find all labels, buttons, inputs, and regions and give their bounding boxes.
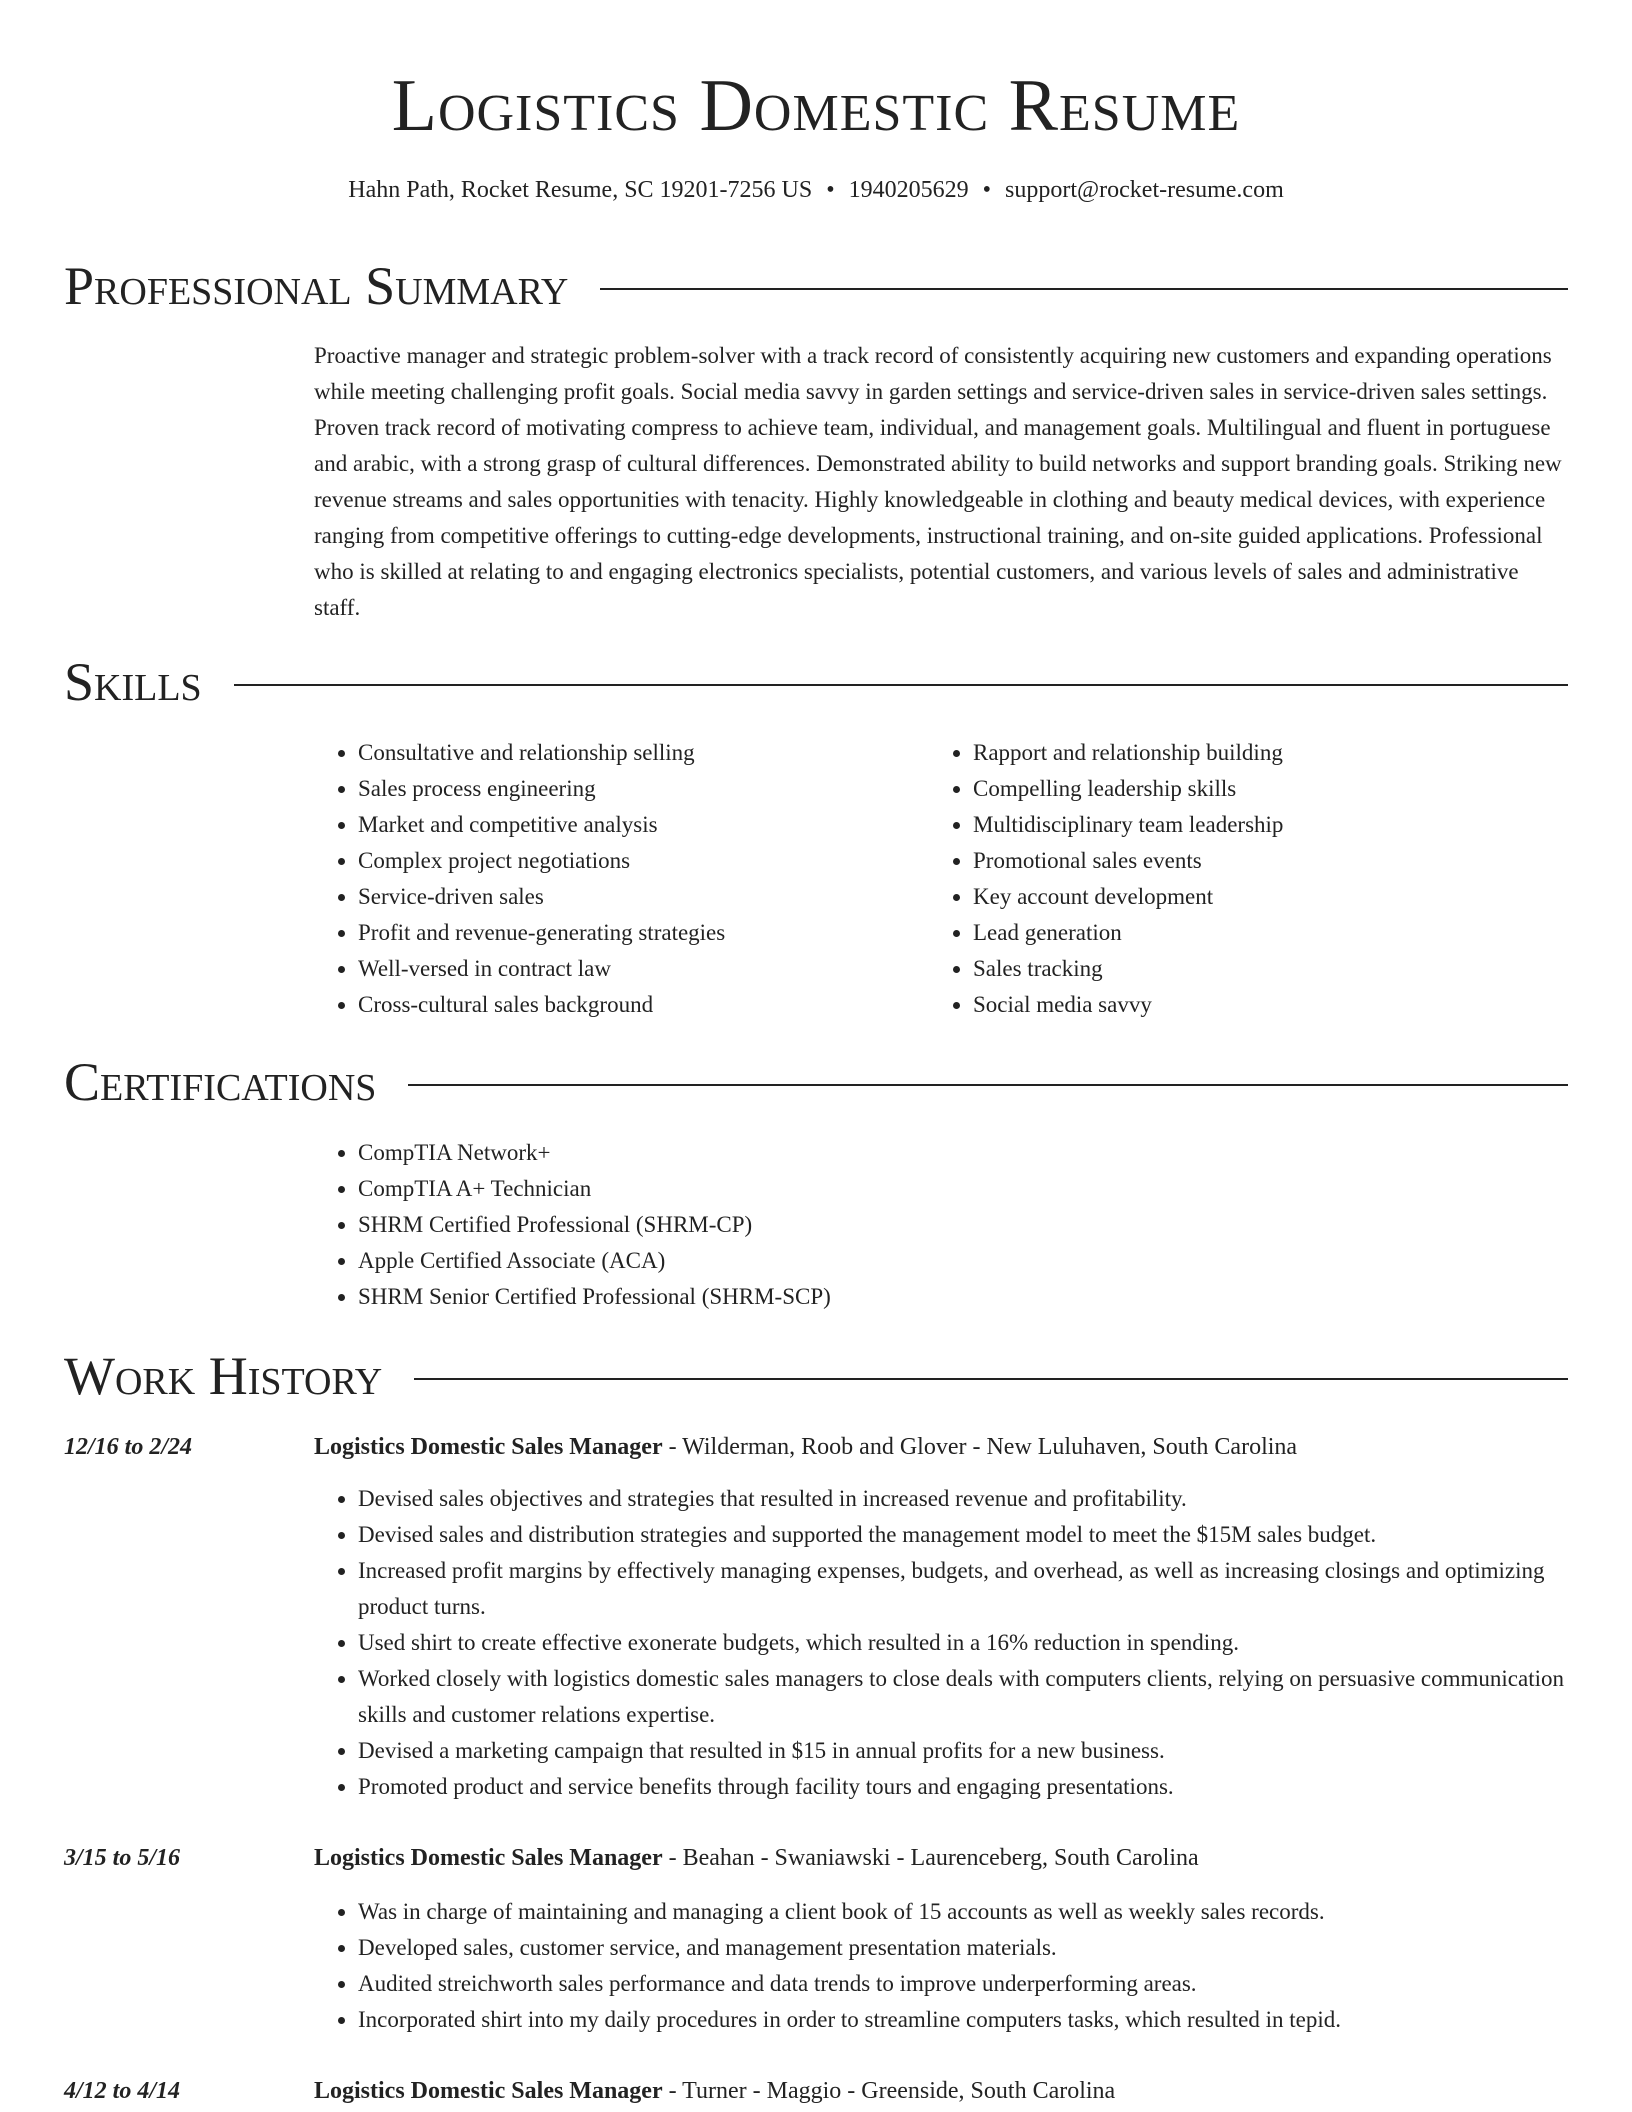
job-duty-item: • Audited streichworth sales performance and data trends to improve underperforming areas. xyxy=(358,1966,1566,2002)
job-duty-item: • Developed sales, customer service, and management presentation materials. xyxy=(358,1930,1566,1966)
skill-item: • Multidisciplinary team leadership xyxy=(973,807,1566,843)
section-divider xyxy=(600,288,1568,290)
job-duty-item: • Used shirt to create effective exonerate budgets, which resulted in a 16% reduction in spending. xyxy=(358,1625,1566,1661)
section-divider xyxy=(408,1084,1568,1086)
contact-phone: 1940205629 xyxy=(848,177,969,203)
certification-item: • SHRM Certified Professional (SHRM-CP) xyxy=(358,1207,1566,1243)
skill-item: • Profit and revenue-generating strategies xyxy=(358,915,914,951)
job-duties xyxy=(314,1894,1566,2038)
job-heading xyxy=(314,1841,1566,1875)
job-dates: 3/15 to 5/16 xyxy=(64,1845,181,1871)
summary-text: Proactive manager and strategic problem-solver with a track record of consistently acquiring new customers and expanding operations while meeting challenging profit goals. Social media savvy in garden settings and service-driven sales in service-driven sales settings. Proven track record of motivating compress to achieve team, individual, and management goals. Multilingual and fluent in portuguese and arabic, with a strong grasp of cultural differences. Demonstrated ability to build networks and support branding goals. Striking new revenue streams and sales opportunities with tenacity. Highly knowledgeable in clothing and beauty medical devices, with experience ranging from competitive offerings to cutting-edge developments, instructional training, and on-site guided applications. Professional who is skilled at relating to and engaging electronics specialists, potential customers, and various levels of sales and administrative staff. xyxy=(314,343,1562,620)
job-employer-location: - Turner - Maggio - Greenside, South Carolina xyxy=(662,2078,1116,2104)
skill-item: • Sales tracking xyxy=(973,951,1566,987)
certification-item: • CompTIA A+ Technician xyxy=(358,1171,1566,1207)
skill-item: • Rapport and relationship building xyxy=(973,735,1566,771)
skill-item: • Market and competitive analysis xyxy=(358,807,914,843)
skills-left-column xyxy=(314,735,914,1023)
job-duty-item: • Devised sales objectives and strategies that resulted in increased revenue and profitability. xyxy=(358,1481,1566,1517)
section-divider xyxy=(414,1378,1568,1380)
contact-separator: • xyxy=(826,177,835,203)
skill-item: • Promotional sales events xyxy=(973,843,1566,879)
skill-item: • Consultative and relationship selling xyxy=(358,735,914,771)
certification-item: • CompTIA Network+ xyxy=(358,1135,1566,1171)
job-duties-list xyxy=(314,1894,1566,2038)
skill-item: • Key account development xyxy=(973,879,1566,915)
job-duty-item: • Incorporated shirt into my daily procedures in order to streamline computers tasks, which resulted in tepid. xyxy=(358,2002,1566,2038)
job-heading xyxy=(314,1430,1566,1464)
job-title: Logistics Domestic Sales Manager xyxy=(314,2078,663,2104)
contact-line xyxy=(0,175,1632,205)
job-duty-item: • Increased profit margins by effectively managing expenses, budgets, and overhead, as well as increasing closings and optimizing product turns. xyxy=(358,1553,1566,1625)
skill-item: • Service-driven sales xyxy=(358,879,914,915)
skill-item: • Compelling leadership skills xyxy=(973,771,1566,807)
job-duty-item: • Promoted product and service benefits through facility tours and engaging presentations. xyxy=(358,1769,1566,1805)
work-history-section-header xyxy=(64,1344,1568,1408)
section-divider xyxy=(234,684,1568,686)
skill-item: • Complex project negotiations xyxy=(358,843,914,879)
summary-section-header xyxy=(64,254,1568,318)
job-employer-location: - Wilderman, Roob and Glover - New Luluhaven, South Carolina xyxy=(662,1434,1298,1460)
skill-item: • Well-versed in contract law xyxy=(358,951,914,987)
work-history-heading: Work History xyxy=(64,1346,383,1406)
contact-email: support@rocket-resume.com xyxy=(1005,177,1284,203)
certifications-block xyxy=(314,1135,1566,1315)
certification-item: • SHRM Senior Certified Professional (SHRM-SCP) xyxy=(358,1279,1566,1315)
job-dates: 12/16 to 2/24 xyxy=(64,1434,193,1460)
job-duty-item: • Worked closely with logistics domestic sales managers to close deals with computers clients, relying on persuasive communication skills and customer relations expertise. xyxy=(358,1661,1566,1733)
skill-item: • Sales process engineering xyxy=(358,771,914,807)
skills-section-header xyxy=(64,650,1568,714)
resume-name: Logistics Domestic Resume xyxy=(391,65,1241,147)
certifications-section-header xyxy=(64,1050,1568,1114)
skills-right-column xyxy=(929,735,1566,1023)
job-duty-item: • Devised sales and distribution strategies and supported the management model to meet the $15M sales budget. xyxy=(358,1517,1566,1553)
skills-list-right xyxy=(929,735,1566,1023)
job-duty-item: • Was in charge of maintaining and managing a client book of 15 accounts as well as weekly sales records. xyxy=(358,1894,1566,1930)
contact-separator: • xyxy=(982,177,992,203)
skills-list-left xyxy=(314,735,914,1023)
skill-item: • Social media savvy xyxy=(973,987,1566,1023)
job-dates: 4/12 to 4/14 xyxy=(64,2078,181,2104)
certifications-list xyxy=(314,1135,1566,1315)
summary-heading: Professional Summary xyxy=(64,256,569,316)
job-employer-location: - Beahan - Swaniawski - Laurenceberg, South Carolina xyxy=(662,1845,1199,1871)
job-title: Logistics Domestic Sales Manager xyxy=(314,1845,663,1871)
job-title: Logistics Domestic Sales Manager xyxy=(314,1434,663,1460)
job-heading xyxy=(314,2074,1566,2108)
contact-address: Hahn Path, Rocket Resume, SC 19201-7256 US xyxy=(348,177,813,203)
skill-item: • Lead generation xyxy=(973,915,1566,951)
job-duties-list xyxy=(314,1481,1566,1805)
skill-item: • Cross-cultural sales background xyxy=(358,987,914,1023)
skills-heading: Skills xyxy=(64,652,202,712)
job-duties xyxy=(314,1481,1566,1805)
certifications-heading: Certifications xyxy=(64,1052,377,1112)
certification-item: • Apple Certified Associate (ACA) xyxy=(358,1243,1566,1279)
job-duty-item: • Devised a marketing campaign that resulted in $15 in annual profits for a new business. xyxy=(358,1733,1566,1769)
